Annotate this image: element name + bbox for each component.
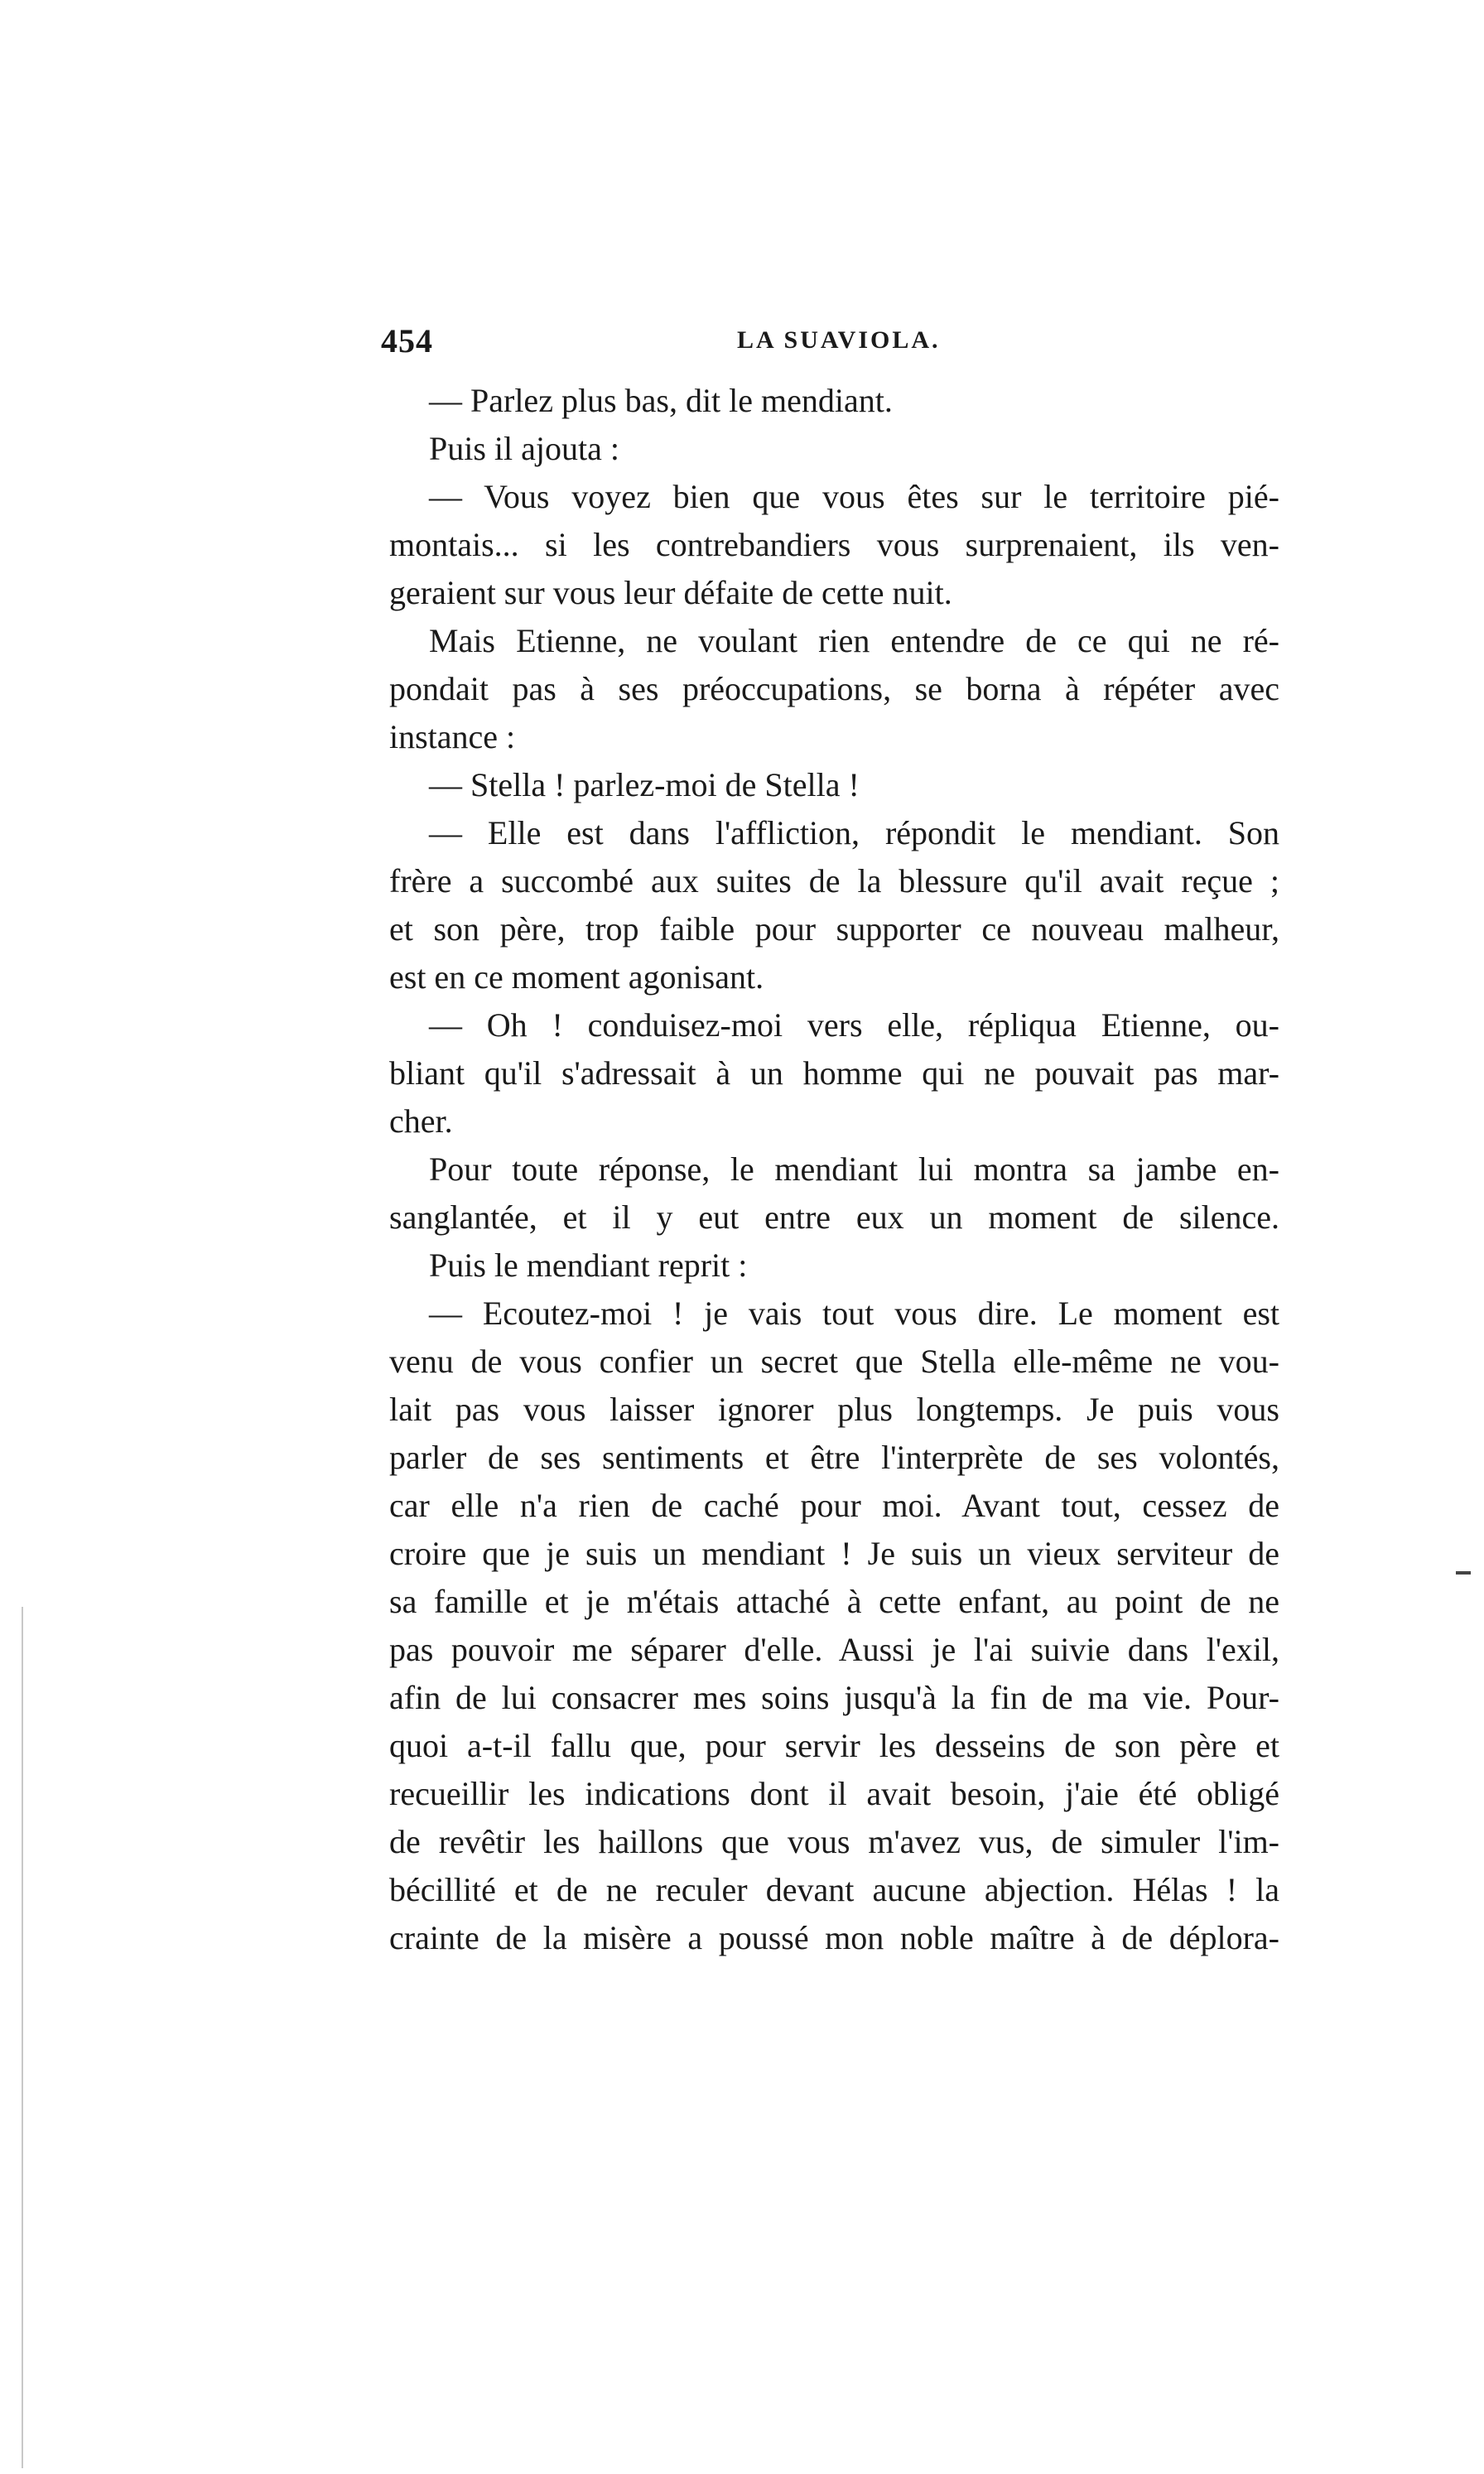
text-line: sa famille et je m'étais attaché à cette enfant, au point de ne [389, 1583, 1279, 1620]
running-title: LA SUAVIOLA. [737, 326, 941, 354]
text-line: crainte de la misère a poussé mon noble maître à de déplora- [389, 1919, 1279, 1956]
text-line: geraient sur vous leur défaite de cette nuit. [389, 574, 952, 611]
text-line: car elle n'a rien de caché pour moi. Avant tout, cessez de [389, 1487, 1279, 1524]
text-line: — Oh ! conduisez-moi vers elle, répliqua Etienne, ou- [429, 1006, 1279, 1044]
text-line: — Elle est dans l'affliction, répondit le mendiant. Son [429, 814, 1279, 851]
text-line: — Stella ! parlez-moi de Stella ! [429, 766, 860, 803]
text-line: — Vous voyez bien que vous êtes sur le territoire pié- [429, 478, 1279, 515]
body-text [389, 377, 1279, 1962]
text-line: lait pas vous laisser ignorer plus longtemps. Je puis vous [389, 1391, 1279, 1428]
text-line: pas pouvoir me séparer d'elle. Aussi je l'ai suivie dans l'exil, [389, 1631, 1279, 1668]
text-line: instance : [389, 718, 516, 755]
page-header [381, 321, 1279, 371]
text-line: parler de ses sentiments et être l'interprète de ses volontés, [389, 1439, 1279, 1476]
text-line: recueillir les indications dont il avait besoin, j'aie été obligé [389, 1775, 1279, 1812]
text-line: — Ecoutez-moi ! je vais tout vous dire. Le moment est [429, 1295, 1279, 1332]
text-line: venu de vous confier un secret que Stella elle-même ne vou- [389, 1343, 1279, 1380]
text-line: croire que je suis un mendiant ! Je suis un vieux serviteur de [389, 1535, 1279, 1572]
text-line: est en ce moment agonisant. [389, 958, 764, 996]
text-line: pondait pas à ses préoccupations, se borna à répéter avec [389, 670, 1279, 707]
text-line: cher. [389, 1102, 453, 1140]
text-line: — Parlez plus bas, dit le mendiant. [429, 382, 893, 419]
text-line: Mais Etienne, ne voulant rien entendre de ce qui ne ré- [429, 622, 1279, 659]
text-line: frère a succombé aux suites de la blessure qu'il avait reçue ; [389, 862, 1279, 899]
scan-edge-rule [22, 1607, 23, 2468]
page-number: 454 [381, 322, 433, 359]
text-line: sanglantée, et il y eut entre eux un moment de silence. [389, 1198, 1279, 1236]
text-line: bécillité et de ne reculer devant aucune abjection. Hélas ! la [389, 1871, 1279, 1908]
text-line: Pour toute réponse, le mendiant lui montra sa jambe en- [429, 1150, 1279, 1188]
text-line: et son père, trop faible pour supporter ce nouveau malheur, [389, 910, 1279, 948]
text-line: quoi a-t-il fallu que, pour servir les desseins de son père et [389, 1727, 1279, 1764]
text-line: de revêtir les haillons que vous m'avez vus, de simuler l'im- [389, 1823, 1279, 1860]
margin-dash-mark [1456, 1571, 1471, 1575]
text-line: montais... si les contrebandiers vous surprenaient, ils ven- [389, 526, 1279, 563]
text-line: bliant qu'il s'adressait à un homme qui ne pouvait pas mar- [389, 1054, 1279, 1092]
text-line: Puis il ajouta : [429, 430, 619, 467]
text-line: afin de lui consacrer mes soins jusqu'à la fin de ma vie. Pour- [389, 1679, 1279, 1716]
text-line: Puis le mendiant reprit : [429, 1247, 748, 1284]
